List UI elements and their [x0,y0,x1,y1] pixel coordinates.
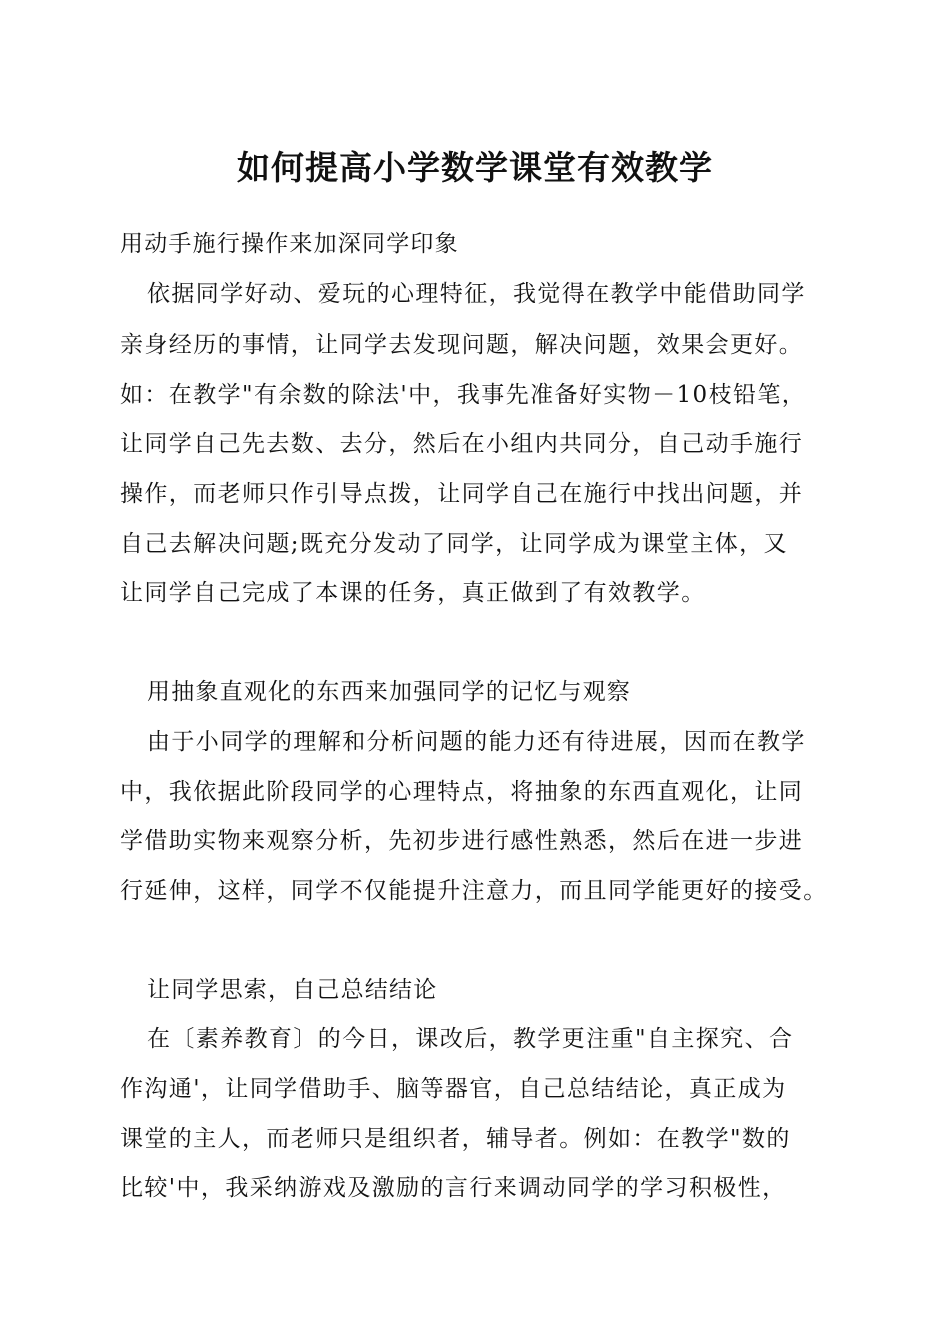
paragraph-line: 学借助实物来观察分析，先初步进行感性熟悉，然后在进一步进 [120,828,804,854]
paragraph-line: 由于小同学的理解和分析问题的能力还有待进展，因而在教学 [147,729,806,755]
document-title: 如何提高小学数学课堂有效教学 [237,148,713,187]
paragraph-line: 操作，而老师只作引导点拨，让同学自己在施行中找出问题，并 [120,481,804,507]
section-heading: 用抽象直观化的东西来加强同学的记忆与观察 [147,679,631,705]
paragraph-line: 亲身经历的事情，让同学去发现问题，解决问题，效果会更好。 [120,332,804,358]
paragraph-line: 课堂的主人，而老师只是组织者，辅导者。例如：在教学"数的 [120,1126,791,1152]
paragraph-line: 让同学自己完成了本课的任务，真正做到了有效教学。 [120,580,706,606]
paragraph-line: 在〔素养教育〕的今日，课改后，教学更注重"自主探究、合 [147,1026,794,1052]
paragraph-line: 比较'中，我采纳游戏及激励的言行来调动同学的学习积极性， [120,1175,787,1201]
paragraph-line: 作沟通'，让同学借助手、脑等器官，自己总结结论，真正成为 [120,1076,787,1102]
paragraph-line: 自己去解决问题;既充分发动了同学，让同学成为课堂主体，又 [120,531,788,557]
paragraph-line: 依据同学好动、爱玩的心理特征，我觉得在教学中能借助同学 [147,281,806,307]
paragraph-line: 中，我依据此阶段同学的心理特点，将抽象的东西直观化，让同 [120,779,804,805]
section-heading: 让同学思索，自己总结结论 [147,977,438,1003]
paragraph-line: 行延伸，这样，同学不仅能提升注意力，而且同学能更好的接受。 [120,878,828,904]
paragraph-line: 让同学自己先去数、去分，然后在小组内共同分，自己动手施行 [120,431,804,457]
paragraph-line: 如：在教学"有余数的除法'中，我事先准备好实物－10枝铅笔， [120,382,807,408]
section-heading: 用动手施行操作来加深同学印象 [120,231,459,257]
